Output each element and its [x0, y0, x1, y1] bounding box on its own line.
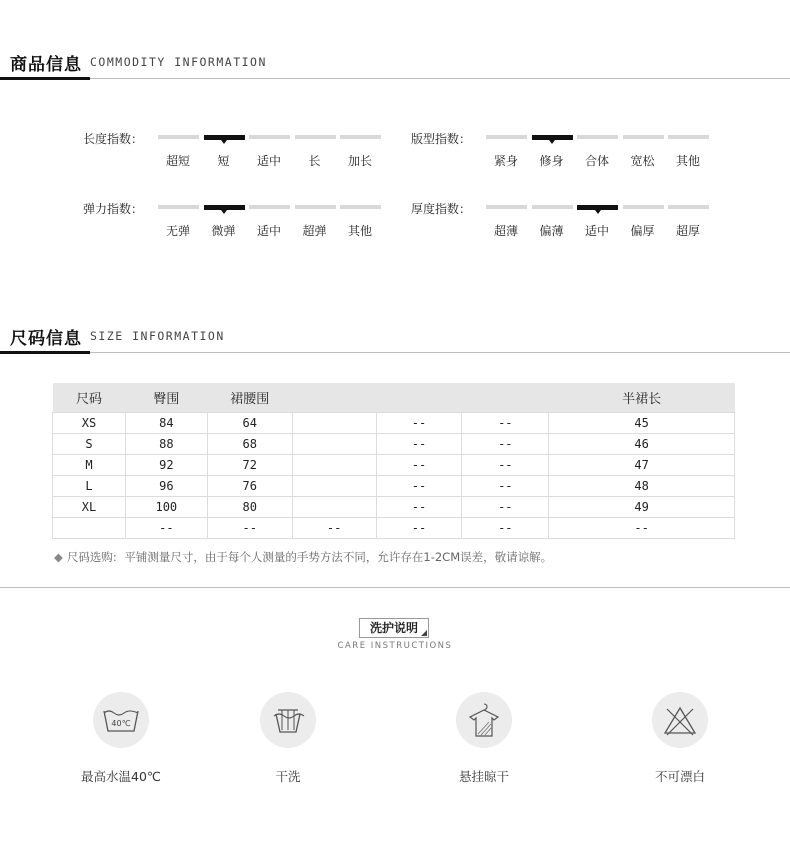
size-cell: L [53, 475, 126, 496]
size-cell [292, 475, 376, 496]
fit-index-segment [623, 135, 664, 139]
thickness-index-option: 偏薄 [539, 224, 564, 238]
size-header-cell [462, 383, 549, 412]
size-cell: -- [462, 517, 549, 538]
care-title-box [359, 618, 429, 638]
thickness-index-segment [532, 205, 573, 209]
size-cell: 45 [549, 412, 735, 433]
table-row [53, 433, 735, 454]
diamond-bullet-icon: ◆ [54, 550, 63, 564]
size-divider [0, 352, 790, 353]
size-cell [292, 433, 376, 454]
elasticity-index-option: 微弹 [211, 224, 236, 238]
size-cell: -- [292, 517, 376, 538]
elasticity-index-option: 超弹 [302, 224, 327, 238]
length-index-segment [295, 135, 336, 139]
thickness-index-segment [486, 205, 527, 209]
length-index-segment [158, 135, 199, 139]
commodity-divider [0, 78, 790, 79]
thickness-index-label: 厚度指数： [411, 202, 472, 216]
hanging-garment-icon [456, 692, 512, 748]
size-cell: -- [125, 517, 207, 538]
thickness-index-option: 偏厚 [630, 224, 655, 238]
table-row [53, 496, 735, 517]
care-title: 洗护说明 [369, 621, 418, 635]
size-cell: S [53, 433, 126, 454]
size-cell: 84 [125, 412, 207, 433]
size-cell: -- [462, 454, 549, 475]
size-cell: -- [376, 517, 462, 538]
size-title-en: SIZE INFORMATION [90, 329, 225, 343]
size-cell [53, 517, 126, 538]
no-bleach-icon [652, 692, 708, 748]
thickness-index-segment [668, 205, 709, 209]
size-cell: 92 [125, 454, 207, 475]
size-cell: 49 [549, 496, 735, 517]
care-item-bleach [620, 692, 740, 785]
size-cell: -- [207, 517, 292, 538]
size-cell: -- [376, 412, 462, 433]
size-accent-bar [0, 351, 90, 354]
fit-index-option: 紧身 [493, 154, 518, 168]
length-index-segment [249, 135, 290, 139]
size-header-cell: 尺码 [53, 383, 126, 412]
size-cell: 76 [207, 475, 292, 496]
size-cell [292, 412, 376, 433]
care-item-wash [61, 692, 181, 785]
size-note-prefix: 尺码选购: [66, 550, 117, 564]
fit-index-segment [532, 135, 573, 140]
length-index-label: 长度指数： [83, 132, 144, 146]
elasticity-index-segment [158, 205, 199, 209]
length-index-option: 超短 [165, 154, 190, 168]
size-cell: 48 [549, 475, 735, 496]
size-cell: XL [53, 496, 126, 517]
length-index-option: 长 [308, 154, 321, 168]
wash-40c-icon [93, 692, 149, 748]
size-cell: -- [462, 496, 549, 517]
size-cell: -- [376, 433, 462, 454]
size-cell: 96 [125, 475, 207, 496]
table-row [53, 412, 735, 433]
table-row [53, 475, 735, 496]
size-note-text: 平铺测量尺寸，由于每个人测量的手势方法不同，允许存在1-2CM误差，敬请谅解。 [124, 550, 553, 564]
length-index-segment [340, 135, 381, 139]
care-label-dryclean: 干洗 [275, 769, 301, 784]
size-note [54, 549, 552, 565]
fit-index-option: 修身 [539, 154, 564, 168]
size-cell: 72 [207, 454, 292, 475]
length-index-option: 短 [217, 154, 230, 168]
commodity-accent-bar [0, 77, 90, 80]
fit-index-option: 宽松 [630, 154, 655, 168]
length-index-option: 加长 [347, 154, 372, 168]
thickness-index-option: 超薄 [493, 224, 518, 238]
size-cell: 47 [549, 454, 735, 475]
size-cell: -- [462, 433, 549, 454]
size-cell: 88 [125, 433, 207, 454]
elasticity-index-option: 无弹 [165, 224, 190, 238]
size-cell: -- [462, 475, 549, 496]
length-index-segment [204, 135, 245, 140]
size-cell: 68 [207, 433, 292, 454]
size-header-cell [376, 383, 462, 412]
thickness-index-segment [577, 205, 618, 210]
size-cell: 100 [125, 496, 207, 517]
size-cell: M [53, 454, 126, 475]
commodity-title-en: COMMODITY INFORMATION [90, 55, 267, 69]
size-table [52, 383, 735, 539]
size-cell: -- [376, 496, 462, 517]
thickness-index-segment [623, 205, 664, 209]
corner-triangle-icon [421, 630, 427, 636]
commodity-title-zh: 商品信息 [10, 55, 82, 75]
fit-index-segment [486, 135, 527, 139]
size-cell [292, 454, 376, 475]
care-item-hang [424, 692, 544, 785]
size-cell: XS [53, 412, 126, 433]
care-label-wash: 最高水温40℃ [81, 769, 161, 784]
elasticity-index-segment [204, 205, 245, 210]
size-cell: 46 [549, 433, 735, 454]
size-cell: -- [376, 454, 462, 475]
table-row [53, 517, 735, 538]
length-index-option: 适中 [256, 154, 281, 168]
size-header-cell [292, 383, 376, 412]
thickness-index-option: 适中 [584, 224, 609, 238]
elasticity-index-option: 其他 [347, 224, 372, 238]
size-header-cell: 半裙长 [549, 383, 735, 412]
size-table-header [53, 383, 735, 412]
fit-index-segment [577, 135, 618, 139]
elasticity-index-option: 适中 [256, 224, 281, 238]
elasticity-index-segment [249, 205, 290, 209]
care-label-bleach: 不可漂白 [654, 769, 705, 784]
elasticity-index-segment [340, 205, 381, 209]
hang-dry-rack-icon [260, 692, 316, 748]
care-item-dryclean [228, 692, 348, 785]
size-title-zh: 尺码信息 [10, 329, 82, 349]
fit-index-option: 其他 [675, 154, 700, 168]
care-label-hang: 悬挂晾干 [458, 769, 509, 784]
thickness-index-option: 超厚 [675, 224, 700, 238]
wash-temp-text: 40℃ [111, 719, 131, 728]
size-cell: 64 [207, 412, 292, 433]
size-cell: 80 [207, 496, 292, 517]
size-cell: -- [462, 412, 549, 433]
care-subtitle: CARE INSTRUCTIONS [337, 641, 453, 651]
size-cell: -- [549, 517, 735, 538]
size-header-cell: 裙腰围 [207, 383, 292, 412]
size-cell: -- [376, 475, 462, 496]
table-row [53, 454, 735, 475]
size-table-body [53, 412, 735, 538]
fit-index-option: 合体 [584, 154, 609, 168]
size-cell [292, 496, 376, 517]
fit-index-label: 版型指数： [411, 132, 472, 146]
fit-index-segment [668, 135, 709, 139]
care-divider [0, 587, 790, 588]
size-header-cell: 臀围 [125, 383, 207, 412]
elasticity-index-label: 弹力指数： [83, 202, 144, 216]
elasticity-index-segment [295, 205, 336, 209]
